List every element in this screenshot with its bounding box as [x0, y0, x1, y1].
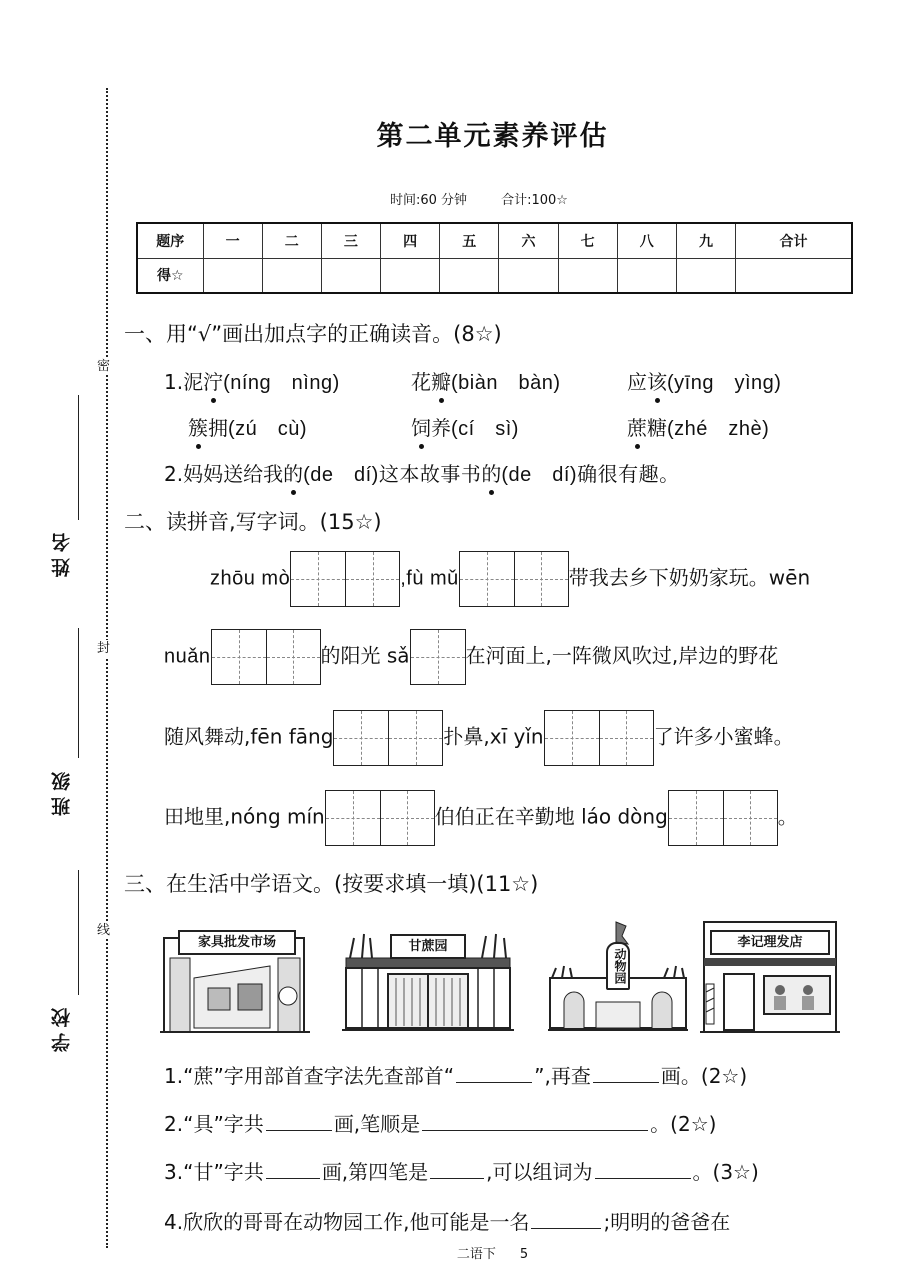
- score-cell[interactable]: [558, 258, 617, 293]
- answer-blank[interactable]: [422, 1111, 648, 1131]
- score-cell[interactable]: [262, 258, 321, 293]
- answer-blank[interactable]: [456, 1063, 532, 1083]
- class-underline[interactable]: [78, 628, 79, 758]
- word-char: 拥: [208, 416, 228, 440]
- score-table-score-row: [137, 258, 852, 293]
- pinyin-choice[interactable]: (níng nìng): [223, 372, 340, 394]
- answer-blank[interactable]: [266, 1111, 332, 1131]
- passage-text: 田地里,nóng mín: [164, 804, 325, 829]
- score-cell[interactable]: [676, 258, 735, 293]
- dotted-char: 的: [283, 458, 303, 487]
- writing-grid-2[interactable]: [333, 710, 443, 766]
- sign-furniture-market: 家具批发市场: [178, 930, 296, 955]
- s1-q1-number: 1.: [164, 370, 184, 394]
- score-cell[interactable]: [203, 258, 262, 293]
- sign-barber-shop: 李记理发店: [710, 930, 830, 955]
- seal-mark-mi: 密: [97, 359, 111, 374]
- pinyin-prompt: ,fù mǔ: [400, 567, 459, 590]
- section3-heading: 三、在生活中学语文。(按要求填一填)(11☆): [124, 872, 539, 896]
- passage-text: 带我去乡下奶奶家玩。wēn: [568, 565, 811, 590]
- class-field[interactable]: [48, 628, 88, 818]
- school-underline[interactable]: [78, 870, 79, 995]
- s1-word-6: [627, 412, 769, 441]
- section2-heading: 二、读拼音,写字词。(15☆): [124, 510, 382, 534]
- answer-blank[interactable]: [593, 1063, 659, 1083]
- question-text: 。(2☆): [650, 1112, 717, 1136]
- pinyin-choice[interactable]: (zhé zhè): [667, 418, 770, 440]
- score-header-cell: 九: [676, 223, 735, 258]
- score-header-cell: 题序: [137, 223, 203, 258]
- school-label: 学校: [51, 1002, 73, 1052]
- s1-q2: [164, 458, 680, 487]
- exam-meta: [390, 189, 568, 208]
- s1-q2-text: 2.妈妈送给我: [164, 462, 284, 486]
- score-cell[interactable]: [381, 258, 440, 293]
- passage-text: 扑鼻,xī yǐn: [443, 724, 544, 749]
- word-char: 糖: [647, 416, 667, 440]
- name-underline[interactable]: [78, 395, 79, 520]
- score-table-header-row: [137, 223, 852, 258]
- writing-grid-2[interactable]: [544, 710, 654, 766]
- score-cell[interactable]: [440, 258, 499, 293]
- s2-row4: [164, 790, 798, 846]
- score-header-cell: 五: [440, 223, 499, 258]
- writing-grid-2[interactable]: [459, 551, 569, 607]
- score-header-cell: 七: [558, 223, 617, 258]
- writing-grid-1[interactable]: [410, 629, 466, 685]
- score-header-cell: 四: [381, 223, 440, 258]
- question-text: 4.欣欣的哥哥在动物园工作,他可能是一名: [164, 1210, 530, 1234]
- score-header-cell: 二: [262, 223, 321, 258]
- pinyin-prompt: nuǎn: [164, 645, 211, 668]
- question-text: ”,再查: [534, 1064, 591, 1088]
- class-label: 班级: [51, 766, 73, 816]
- name-label: 姓名: [51, 527, 73, 577]
- page-footer: [0, 1243, 905, 1262]
- question-text: ,可以组词为: [486, 1160, 593, 1184]
- answer-blank[interactable]: [266, 1159, 320, 1179]
- score-cell[interactable]: [736, 258, 852, 293]
- question-text: ;明明的爸爸在: [603, 1210, 731, 1234]
- score-cell[interactable]: [321, 258, 380, 293]
- score-cell[interactable]: [499, 258, 558, 293]
- binding-dotted-line: [106, 88, 108, 1248]
- writing-grid-2[interactable]: [211, 629, 321, 685]
- question-text: 画,第四笔是: [321, 1160, 429, 1184]
- s1-q1-row1: [164, 366, 340, 395]
- passage-text: 随风舞动,fēn fāng: [164, 724, 334, 749]
- s2-row1: [210, 551, 810, 607]
- question-text: 画,笔顺是: [333, 1112, 421, 1136]
- score-header-cell: 一: [203, 223, 262, 258]
- score-header-cell: 八: [617, 223, 676, 258]
- writing-grid-2[interactable]: [325, 790, 435, 846]
- passage-text: 的阳光 sǎ: [320, 643, 410, 668]
- word-char: 养: [431, 416, 451, 440]
- question-text: 3.“甘”字共: [164, 1160, 264, 1184]
- sign-zoo: 动物园: [606, 942, 630, 990]
- question-text: 画。(2☆): [660, 1064, 748, 1088]
- writing-grid-2[interactable]: [668, 790, 778, 846]
- s3-q4: [164, 1206, 730, 1235]
- s3-q2: [164, 1108, 716, 1137]
- s1-word-3: [627, 366, 781, 395]
- score-header-cell: 三: [321, 223, 380, 258]
- passage-text: 了许多小蜜蜂。: [653, 724, 794, 749]
- seal-mark-feng: 封: [97, 641, 111, 656]
- exam-total: 合计:100☆: [501, 193, 568, 208]
- barber-shop-illustration: [700, 918, 840, 1036]
- passage-text: 在河面上,一阵微风吹过,岸边的野花: [465, 643, 779, 668]
- zoo-illustration: [548, 918, 688, 1036]
- pinyin-choice[interactable]: (yīng yìng): [667, 372, 782, 394]
- question-text: 。(3☆): [692, 1160, 759, 1184]
- pinyin-choice[interactable]: (cí sì): [451, 418, 519, 440]
- dotted-char: 的: [481, 458, 501, 487]
- word-char: 花: [411, 370, 431, 394]
- pinyin-prompt: zhōu mò: [210, 567, 291, 590]
- s1-word-5: [411, 412, 519, 441]
- answer-blank[interactable]: [531, 1209, 601, 1229]
- pinyin-choice[interactable]: (zú cù): [228, 418, 308, 440]
- passage-text: 伯伯正在辛勤地 láo dòng: [434, 804, 668, 829]
- dotted-char: 泞: [203, 366, 223, 395]
- score-header-cell: 六: [499, 223, 558, 258]
- book-label: 二语下: [456, 1247, 496, 1262]
- s1-word-4: [188, 412, 307, 441]
- answer-blank[interactable]: [430, 1159, 484, 1179]
- word-char: 应: [627, 370, 647, 394]
- score-header-cell: 合计: [736, 223, 852, 258]
- school-field[interactable]: [48, 870, 88, 1060]
- pinyin-choice[interactable]: (de dí)确很有趣。: [501, 464, 680, 486]
- s1-word-2: [411, 366, 561, 395]
- pinyin-choice[interactable]: (biàn bàn): [451, 372, 561, 394]
- seal-mark-xian: 线: [97, 923, 111, 938]
- furniture-market-illustration: [160, 918, 310, 1036]
- writing-grid-2[interactable]: [290, 551, 400, 607]
- sugarcane-garden-illustration: [342, 918, 514, 1036]
- score-cell[interactable]: [617, 258, 676, 293]
- page-title: 第二单元素养评估: [376, 121, 609, 152]
- question-text: 2.“具”字共: [164, 1112, 264, 1136]
- name-field[interactable]: [48, 395, 88, 585]
- dotted-char: 蔗: [627, 412, 647, 441]
- score-table: [136, 222, 853, 294]
- word-char: 泥: [183, 370, 204, 394]
- score-row-label: 得☆: [137, 258, 203, 293]
- s2-row3: [164, 710, 794, 766]
- s3-q3: [164, 1156, 759, 1185]
- s3-q1: [164, 1060, 747, 1089]
- dotted-char: 瓣: [431, 366, 451, 395]
- section1-heading: 一、用“√”画出加点字的正确读音。(8☆): [124, 322, 502, 346]
- dotted-char: 该: [647, 366, 667, 395]
- answer-blank[interactable]: [595, 1159, 691, 1179]
- s2-row2: [164, 629, 778, 685]
- exam-time: 时间:60 分钟: [390, 193, 468, 208]
- dotted-char: 饲: [411, 412, 431, 441]
- sign-sugarcane-garden: 甘蔗园: [390, 934, 466, 959]
- pinyin-choice[interactable]: (de dí)这本故事书: [303, 464, 482, 486]
- page-number: 5: [519, 1247, 529, 1262]
- dotted-char: 簇: [188, 412, 208, 441]
- passage-text: 。: [777, 804, 798, 829]
- question-text: 1.“蔗”字用部首查字法先查部首“: [164, 1064, 455, 1088]
